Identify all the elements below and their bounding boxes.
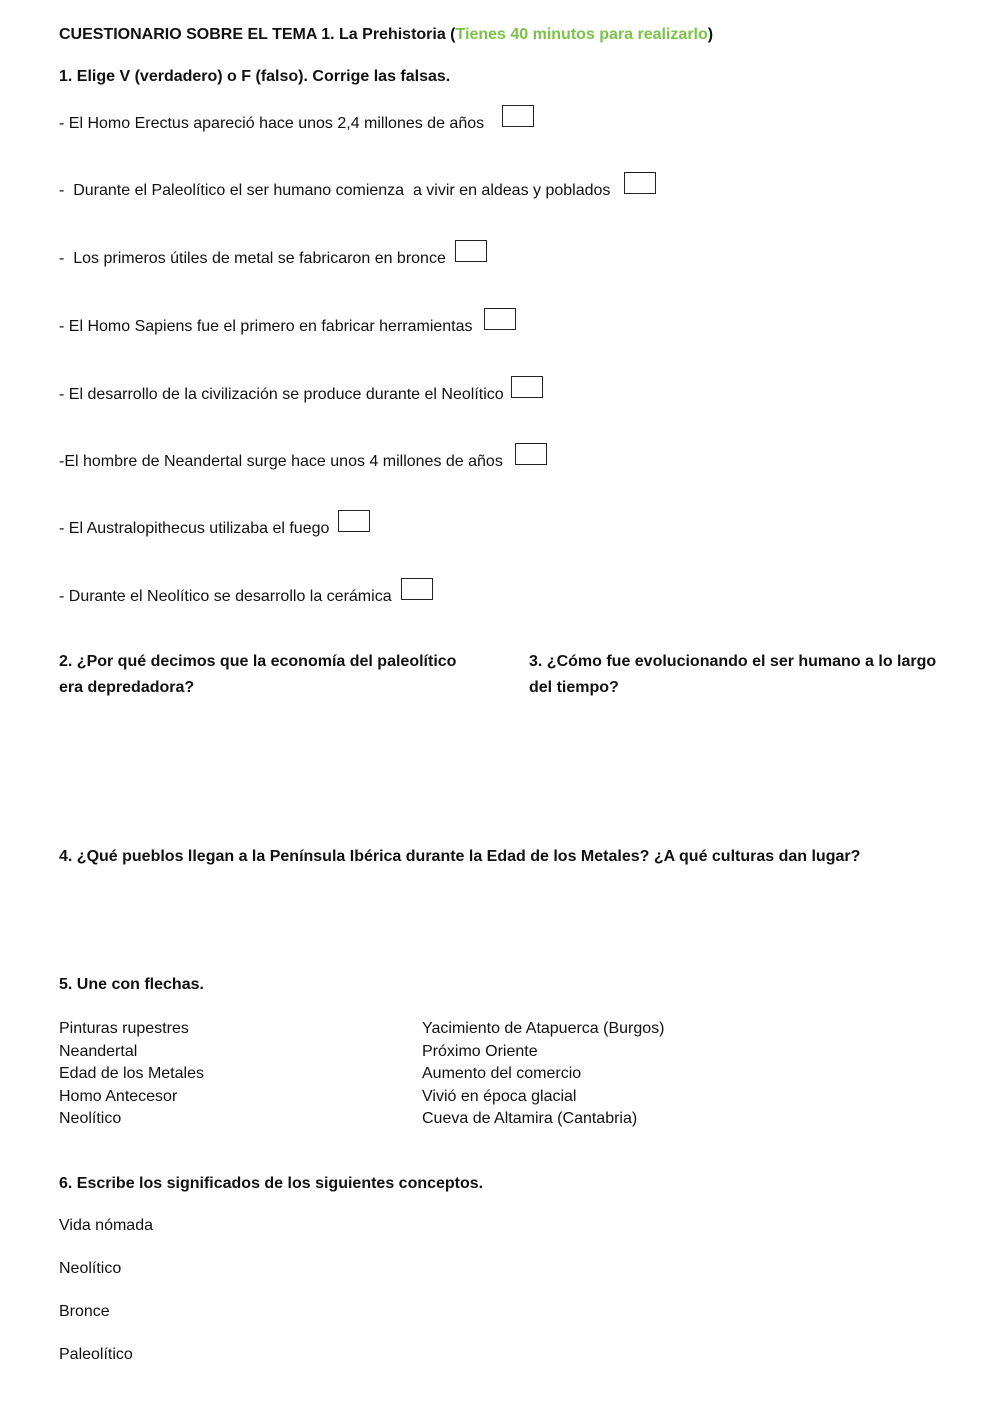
answer-box[interactable]	[515, 443, 547, 465]
match-left-item[interactable]: Neolítico	[59, 1110, 122, 1127]
concept-item: Vida nómada	[59, 1217, 153, 1234]
q1-item	[59, 246, 487, 268]
q5-heading: 5. Une con flechas.	[59, 976, 204, 993]
concept-item: Paleolítico	[59, 1346, 133, 1363]
q1-statement: - Durante el Neolítico se desarrollo la cerámica	[59, 588, 392, 605]
match-left-column	[59, 1018, 204, 1131]
match-left-item[interactable]: Pinturas rupestres	[59, 1020, 189, 1037]
answer-box[interactable]	[455, 240, 487, 262]
match-right-item[interactable]: Vivió en época glacial	[422, 1087, 577, 1105]
answer-box[interactable]	[624, 172, 656, 194]
match-left-item[interactable]: Edad de los Metales	[59, 1065, 204, 1082]
q1-item	[59, 111, 534, 133]
q1-item	[59, 178, 656, 200]
q1-item	[59, 382, 543, 404]
q1-statement: - Durante el Paleolítico el ser humano comienza a vivir en aldeas y poblados	[59, 182, 611, 199]
match-right-item[interactable]: Yacimiento de Atapuerca (Burgos)	[422, 1020, 665, 1037]
title-suffix: )	[707, 26, 714, 43]
answer-box[interactable]	[511, 376, 543, 398]
match-left-item[interactable]: Homo Antecesor	[59, 1087, 178, 1105]
match-right-item[interactable]: Cueva de Altamira (Cantabria)	[422, 1110, 638, 1127]
answer-box[interactable]	[502, 105, 534, 127]
q1-statement: - Los primeros útiles de metal se fabricaron en bronce	[59, 250, 446, 267]
q2-heading: 2. ¿Por qué decimos que la economía del paleolítico era depredadora?	[59, 653, 457, 696]
match-left-item[interactable]: Neandertal	[59, 1042, 138, 1060]
q1-statement: - El Homo Erectus apareció hace unos 2,4 millones de años	[59, 115, 485, 132]
title-prefix: CUESTIONARIO SOBRE EL TEMA 1. La Prehistoria (	[59, 26, 456, 43]
q6-heading: 6. Escribe los significados de los siguientes conceptos.	[59, 1175, 484, 1192]
q1-item	[59, 516, 370, 538]
q1-item	[59, 449, 547, 471]
q1-heading: 1. Elige V (verdadero) o F (falso). Corrige las falsas.	[59, 68, 451, 85]
time-limit-note: Tienes 40 minutos para realizarlo	[455, 26, 708, 43]
match-right-item[interactable]: Aumento del comercio	[422, 1065, 582, 1082]
q1-statement: -El hombre de Neandertal surge hace unos 4 millones de años	[59, 453, 503, 470]
answer-box[interactable]	[484, 308, 516, 330]
q3-heading: 3. ¿Cómo fue evolucionando el ser humano a lo largo del tiempo?	[529, 653, 937, 696]
match-right-item[interactable]: Próximo Oriente	[422, 1042, 538, 1060]
q1-item	[59, 314, 516, 336]
concept-item: Bronce	[59, 1303, 110, 1320]
q1-item	[59, 584, 433, 606]
worksheet-title	[59, 26, 713, 44]
q1-statement: - El desarrollo de la civilización se produce durante el Neolítico	[59, 386, 504, 403]
concept-item: Neolítico	[59, 1260, 122, 1277]
q1-statement: - El Homo Sapiens fue el primero en fabricar herramientas	[59, 318, 473, 335]
answer-box[interactable]	[401, 578, 433, 600]
q1-statement: - El Australopithecus utilizaba el fuego	[59, 520, 330, 537]
match-right-column	[422, 1018, 665, 1131]
answer-box[interactable]	[338, 510, 370, 532]
q4-heading: 4. ¿Qué pueblos llegan a la Península Ibérica durante la Edad de los Metales? ¿A qué culturas dan lugar?	[59, 848, 861, 865]
